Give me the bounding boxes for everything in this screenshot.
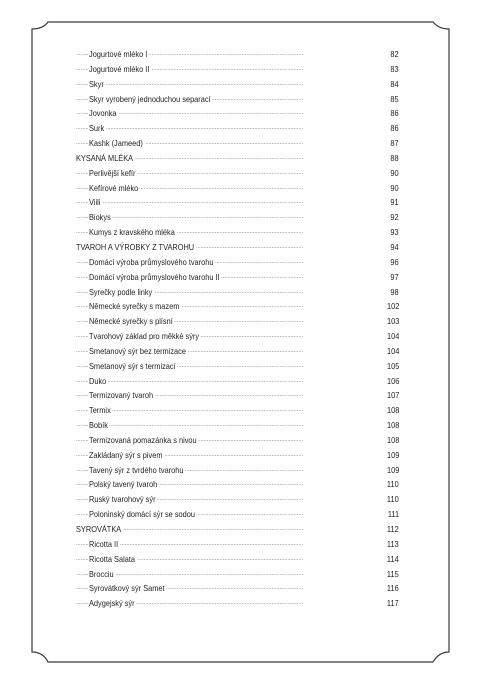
toc-entry-title: Termizovaný tvaroh: [89, 388, 155, 403]
toc-page-number: 91: [390, 195, 399, 210]
toc-section-heading[interactable]: [76, 151, 399, 166]
dot-leader: [76, 106, 385, 121]
toc-page-number: 86: [390, 121, 399, 136]
toc-entry[interactable]: [76, 285, 399, 300]
toc-page-number: 109: [386, 463, 399, 478]
toc-page-number: 113: [386, 537, 399, 552]
toc-entry-title: Domácí výroba průmyslového tvarohu II: [89, 270, 221, 285]
toc-page-number: 83: [390, 62, 399, 77]
toc-entry[interactable]: [76, 121, 399, 136]
toc-entry-title: Termizovaná pomazánka s nivou: [89, 433, 198, 448]
toc-page-number: 87: [390, 136, 399, 151]
toc-section-heading[interactable]: [76, 240, 399, 255]
toc-entry-title: Jovonka: [89, 106, 118, 121]
toc-entry-title: Německé syrečky s plísní: [89, 314, 175, 329]
toc-entry-title: Jogurtové mléko II: [89, 62, 151, 77]
toc-entry-title: Jogurtové mléko I: [89, 47, 149, 62]
toc-entry-title: Zakládaný sýr s pivem: [89, 448, 164, 463]
toc-entry-title: Ruský tvarohový sýr: [89, 492, 157, 507]
dot-leader: [76, 537, 385, 552]
toc-page-number: 82: [390, 47, 399, 62]
toc-page-number: 105: [386, 359, 399, 374]
dot-leader: [76, 77, 385, 92]
toc-entry[interactable]: [76, 270, 399, 285]
toc-entry[interactable]: [76, 77, 399, 92]
toc-page-number: 108: [386, 403, 399, 418]
toc-entry[interactable]: [76, 433, 399, 448]
toc-page-number: 106: [386, 374, 399, 389]
toc-entry-title: Kumys z kravského mléka: [89, 225, 177, 240]
toc-page-number: 112: [386, 522, 399, 537]
toc-entry[interactable]: [76, 359, 399, 374]
toc-entry[interactable]: [76, 181, 399, 196]
toc-entry[interactable]: [76, 47, 399, 62]
toc-entry[interactable]: [76, 210, 399, 225]
toc-entry-title: TVAROH A VÝROBKY Z TVAROHU: [76, 240, 196, 255]
toc-page-number: 110: [386, 477, 399, 492]
toc-entry[interactable]: [76, 166, 399, 181]
toc-page-number: 90: [390, 181, 399, 196]
dot-leader: [76, 418, 385, 433]
dot-leader: [76, 195, 385, 210]
toc-entry-title: Termix: [89, 403, 112, 418]
dot-leader: [76, 121, 385, 136]
toc-entry-title: Syrovátkový sýr Samet: [89, 581, 166, 596]
toc-page-number: 85: [390, 92, 399, 107]
toc-entry-title: Smetanový sýr bez termizace: [89, 344, 188, 359]
toc-entry[interactable]: [76, 225, 399, 240]
toc-page-number: 102: [386, 299, 399, 314]
toc-entry-title: KYSANÁ MLÉKA: [76, 151, 135, 166]
toc-entry[interactable]: [76, 388, 399, 403]
toc-entry[interactable]: [76, 403, 399, 418]
toc-page-number: 107: [386, 388, 399, 403]
toc-page-number: 111: [387, 507, 399, 522]
dot-leader: [76, 567, 385, 582]
toc-entry-title: SYROVÁTKA: [76, 522, 123, 537]
toc-entry[interactable]: [76, 136, 399, 151]
toc-entry[interactable]: [76, 448, 399, 463]
dot-leader: [76, 403, 385, 418]
toc-entry-title: Kashk (Jameed): [89, 136, 145, 151]
toc-page-number: 96: [390, 255, 399, 270]
toc-page-number: 104: [386, 344, 399, 359]
toc-entry[interactable]: [76, 537, 399, 552]
toc-entry[interactable]: [76, 314, 399, 329]
toc-entry-title: Smetanový sýr s termizací: [89, 359, 177, 374]
toc-entry-title: Syrečky podle linky: [89, 285, 154, 300]
toc-entry-title: Polský tavený tvaroh: [89, 477, 159, 492]
toc-page-number: 90: [390, 166, 399, 181]
dot-leader: [76, 374, 385, 389]
toc-entry[interactable]: [76, 567, 399, 582]
toc-entry-title: Německé syrečky s mazem: [89, 299, 181, 314]
toc-entry-title: Tvarohový základ pro měkké sýry: [89, 329, 201, 344]
toc-entry[interactable]: [76, 299, 399, 314]
toc-entry[interactable]: [76, 596, 399, 611]
toc-page-number: 116: [386, 581, 399, 596]
toc-entry[interactable]: [76, 344, 399, 359]
toc-entry-title: Tavený sýr z tvrdého tvarohu: [89, 463, 185, 478]
toc-entry[interactable]: [76, 477, 399, 492]
toc-page-number: 115: [386, 567, 399, 582]
toc-entry[interactable]: [76, 92, 399, 107]
toc-entry-title: Surk: [89, 121, 106, 136]
dot-leader: [76, 210, 385, 225]
toc-entry[interactable]: [76, 463, 399, 478]
toc-entry-title: Kefírové mléko: [89, 181, 140, 196]
toc-page-number: 104: [386, 329, 399, 344]
toc-page-number: 92: [390, 210, 399, 225]
toc-page-number: 94: [390, 240, 399, 255]
toc-page-number: 109: [386, 448, 399, 463]
toc-entry-title: Domácí výroba průmyslového tvarohu: [89, 255, 215, 270]
toc-entry[interactable]: [76, 581, 399, 596]
toc-page-number: 88: [390, 151, 399, 166]
toc-entry[interactable]: [76, 552, 399, 567]
toc-page-number: 98: [390, 285, 399, 300]
toc-entry-title: Biokys: [89, 210, 112, 225]
toc-entry-title: Adygejský sýr: [89, 596, 136, 611]
toc-entry-title: Skyr vyrobený jednoduchou separací: [89, 92, 212, 107]
table-of-contents: [76, 47, 399, 611]
toc-entry[interactable]: [76, 255, 399, 270]
toc-entry-title: Duko: [89, 374, 108, 389]
toc-entry[interactable]: [76, 106, 399, 121]
toc-entry[interactable]: [76, 507, 399, 522]
toc-page-number: 117: [386, 596, 399, 611]
toc-page-number: 86: [390, 106, 399, 121]
toc-entry[interactable]: [76, 418, 399, 433]
toc-entry[interactable]: [76, 195, 399, 210]
toc-entry-title: Perlivější kefír: [89, 166, 137, 181]
toc-section-heading[interactable]: [76, 522, 399, 537]
toc-entry-title: Skyr: [89, 77, 106, 92]
toc-entry-title: Bobík: [89, 418, 110, 433]
toc-entry-title: Ricotta Salata: [89, 552, 137, 567]
toc-page-number: 114: [386, 552, 399, 567]
toc-page-number: 97: [390, 270, 399, 285]
toc-entry-title: Ricotta II: [89, 537, 120, 552]
toc-entry[interactable]: [76, 62, 399, 77]
toc-page-number: 108: [386, 433, 399, 448]
toc-page-number: 84: [390, 77, 399, 92]
toc-entry[interactable]: [76, 329, 399, 344]
toc-page-number: 93: [390, 225, 399, 240]
toc-page-number: 103: [386, 314, 399, 329]
toc-entry-title: Viili: [89, 195, 102, 210]
toc-page-number: 108: [386, 418, 399, 433]
toc-entry[interactable]: [76, 374, 399, 389]
toc-entry[interactable]: [76, 492, 399, 507]
toc-page-number: 110: [386, 492, 399, 507]
toc-entry-title: Brocciu: [89, 567, 115, 582]
toc-entry-title: Poloninský domácí sýr se sodou: [89, 507, 197, 522]
